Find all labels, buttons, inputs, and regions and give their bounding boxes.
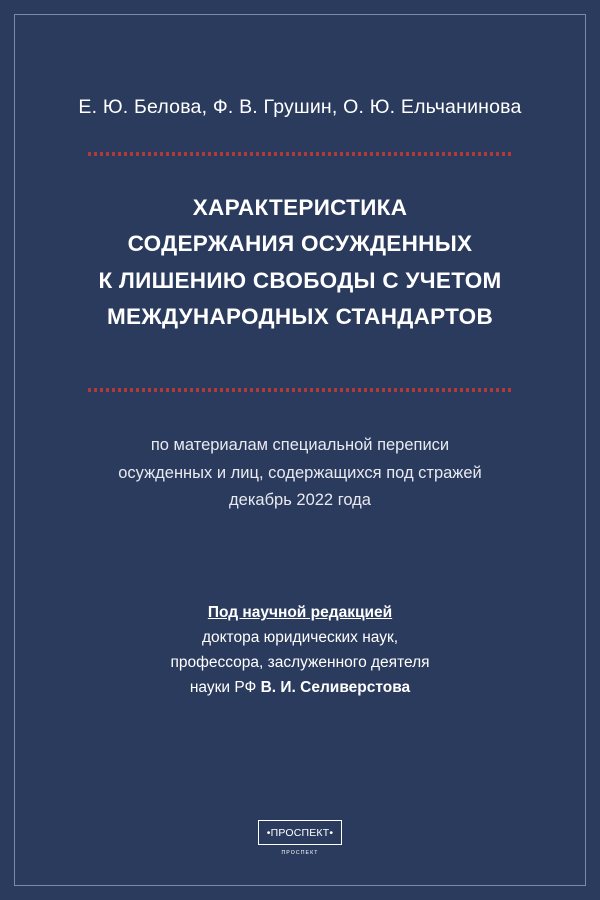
title-line-4: МЕЖДУНАРОДНЫХ СТАНДАРТОВ <box>107 304 493 330</box>
editorial-line-1: доктора юридических наук, <box>201 629 399 647</box>
book-subtitle <box>60 432 540 515</box>
subtitle-line-3: декабрь 2022 года <box>229 491 371 510</box>
dashed-divider-bottom <box>88 388 512 392</box>
editorial-line-3 <box>60 675 540 700</box>
authors-line: Е. Ю. Белова, Ф. В. Грушин, О. Ю. Ельчанинова <box>78 96 522 118</box>
publisher-logo-caption: ПРОСПЕКТ <box>281 850 319 856</box>
editorial-line-2: профессора, заслуженного деятеля <box>170 654 430 672</box>
publisher-logo-box <box>258 820 342 845</box>
editorial-line-3-prefix: науки РФ <box>189 679 261 697</box>
title-line-2: СОДЕРЖАНИЯ ОСУЖДЕННЫХ <box>127 231 473 257</box>
book-title <box>70 190 530 336</box>
dashed-divider-top <box>88 152 512 156</box>
title-line-3: К ЛИШЕНИЮ СВОБОДЫ С УЧЕТОМ <box>98 267 502 293</box>
subtitle-line-1: по материалам специальной переписи <box>150 436 450 454</box>
subtitle-line-2: осужденных и лиц, содержащихся под стражей <box>118 463 482 482</box>
editorial-credit <box>60 600 540 700</box>
editorial-heading: Под научной редакцией <box>207 604 393 621</box>
editor-name: В. И. Селиверстова <box>260 679 411 697</box>
publisher-logo-mark: •ПРОСПЕКТ• <box>266 827 334 839</box>
publisher-logo <box>258 820 342 856</box>
title-line-1: ХАРАКТЕРИСТИКА <box>192 195 408 220</box>
cover-content <box>60 0 540 900</box>
